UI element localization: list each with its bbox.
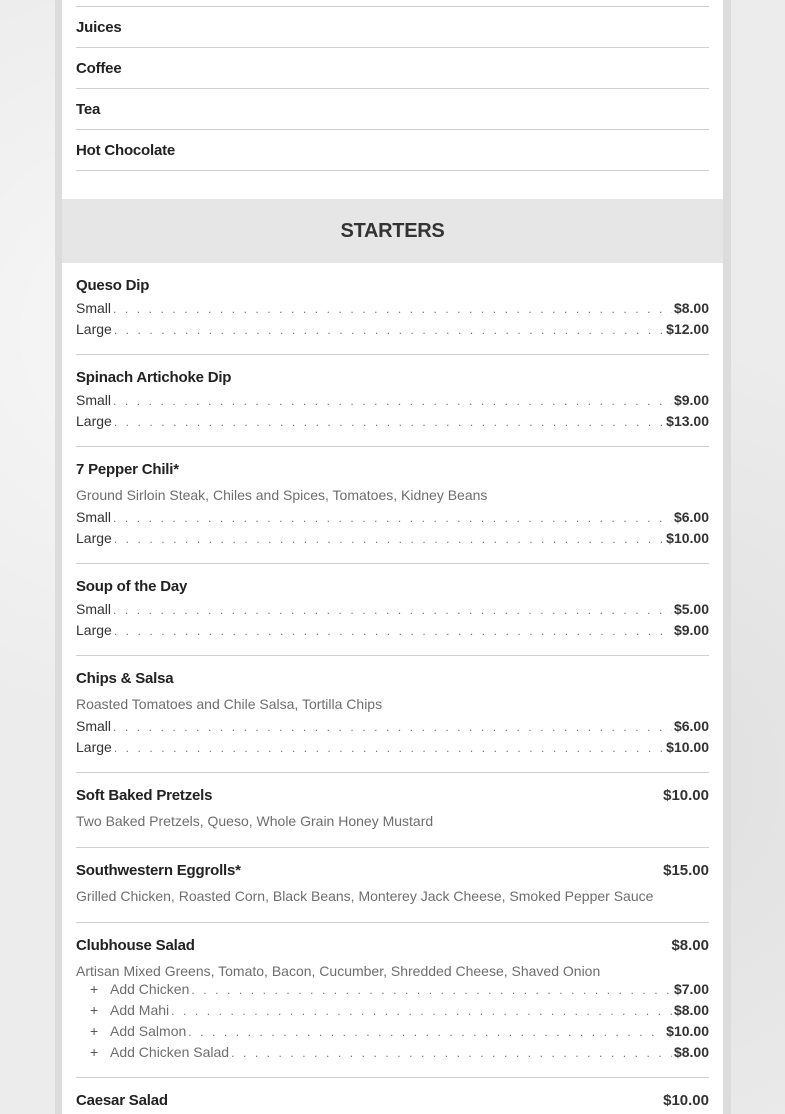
dot-leader [188,1025,664,1039]
dot-leader [113,603,672,617]
menu-item-clubhouse-salad[interactable] [76,923,709,1078]
size-row [76,530,709,551]
dot-leader [113,302,672,316]
item-description: Two Baked Pretzels, Queso, Whole Grain Honey Mustard [76,813,434,829]
menu-item-chips-salsa[interactable] [76,656,709,773]
drink-name: Hot Chocolate [76,141,176,159]
item-name: Caesar Salad [76,1092,168,1109]
size-label: Small [76,392,112,408]
item-name: Clubhouse Salad [76,937,195,954]
dot-leader [114,624,672,638]
item-name: Queso Dip [76,277,150,294]
plus-icon: + [90,981,99,997]
plus-icon: + [90,1044,99,1060]
addon-price: $8.00 [673,1044,709,1060]
item-price: $8.00 [671,937,709,954]
size-price: $5.00 [673,601,709,617]
size-row [76,718,709,739]
menu-item-soup-of-the-day[interactable] [76,564,709,656]
item-description: Ground Sirloin Steak, Chiles and Spices, Tomatoes, Kidney Beans [76,487,488,503]
addon-label: Add Chicken Salad [110,1044,230,1060]
dot-leader [114,741,664,755]
drink-item-tea[interactable] [76,89,709,130]
size-price: $9.00 [673,392,709,408]
addon-row-mahi[interactable] [76,1002,709,1023]
size-row [76,321,709,342]
section-title: STARTERS [340,219,445,242]
item-description: Grilled Chicken, Roasted Corn, Black Beans, Monterey Jack Cheese, Smoked Pepper Sauce [76,888,654,904]
size-row [76,300,709,321]
item-description: Artisan Mixed Greens, Tomato, Bacon, Cucumber, Shredded Cheese, Shaved Onion [76,963,601,979]
dot-leader [114,323,664,337]
addon-label: Add Chicken [110,981,190,997]
addon-price: $7.00 [673,981,709,997]
drink-name: Juices [76,18,122,36]
item-name: Soft Baked Pretzels [76,787,213,804]
size-label: Large [76,622,112,638]
dot-leader [191,983,672,997]
menu-card [62,0,723,1114]
item-description: Roasted Tomatoes and Chile Salsa, Tortilla Chips [76,696,383,712]
size-price: $10.00 [666,739,709,755]
drink-item-hot-chocolate[interactable] [76,130,709,171]
size-row [76,392,709,413]
dot-leader [113,394,672,408]
item-price: $10.00 [663,787,709,804]
addon-row-chicken[interactable] [76,981,709,1002]
size-label: Small [76,300,112,316]
drink-item-coffee[interactable] [76,48,709,89]
item-name: Soup of the Day [76,578,188,595]
size-price: $13.00 [666,413,709,429]
addon-price: $8.00 [673,1002,709,1018]
size-row [76,739,709,760]
size-price: $12.00 [666,321,709,337]
drink-name: Tea [76,100,101,118]
item-name: 7 Pepper Chili* [76,461,179,478]
item-price: $15.00 [663,862,709,879]
item-name: Southwestern Eggrolls* [76,862,241,879]
dot-leader [114,532,664,546]
addon-label: Add Mahi [110,1002,170,1018]
section-header-starters [62,199,723,263]
size-row [76,601,709,622]
addon-label: Add Salmon [110,1023,187,1039]
menu-item-caesar-salad[interactable] [76,1078,709,1114]
size-label: Small [76,718,112,734]
dot-leader [171,1004,672,1018]
addon-price: $10.00 [666,1023,709,1039]
dot-leader [113,720,672,734]
plus-icon: + [90,1002,99,1018]
size-label: Small [76,601,112,617]
size-price: $9.00 [673,622,709,638]
size-row [76,413,709,434]
addon-row-chicken-salad[interactable] [76,1044,709,1065]
size-price: $10.00 [666,530,709,546]
size-price: $6.00 [673,718,709,734]
menu-item-spinach-artichoke-dip[interactable] [76,355,709,447]
addon-row-salmon[interactable] [76,1023,709,1044]
size-label: Small [76,509,112,525]
menu-item-soft-baked-pretzels[interactable] [76,773,709,848]
menu-item-7-pepper-chili[interactable] [76,447,709,564]
size-row [76,622,709,643]
plus-icon: + [90,1023,99,1039]
drink-name: Coffee [76,59,122,77]
size-label: Large [76,530,112,546]
menu-item-southwestern-eggrolls[interactable] [76,848,709,923]
size-label: Large [76,739,112,755]
menu-item-queso-dip[interactable] [76,263,709,355]
item-price: $10.00 [663,1092,709,1109]
dot-leader [113,511,672,525]
size-label: Large [76,413,112,429]
item-name: Spinach Artichoke Dip [76,369,232,386]
size-row [76,509,709,530]
size-price: $8.00 [673,300,709,316]
dot-leader [231,1046,672,1060]
item-name: Chips & Salsa [76,670,174,687]
size-price: $6.00 [673,509,709,525]
size-label: Large [76,321,112,337]
dot-leader [114,415,664,429]
drink-item-juices[interactable] [76,7,709,48]
